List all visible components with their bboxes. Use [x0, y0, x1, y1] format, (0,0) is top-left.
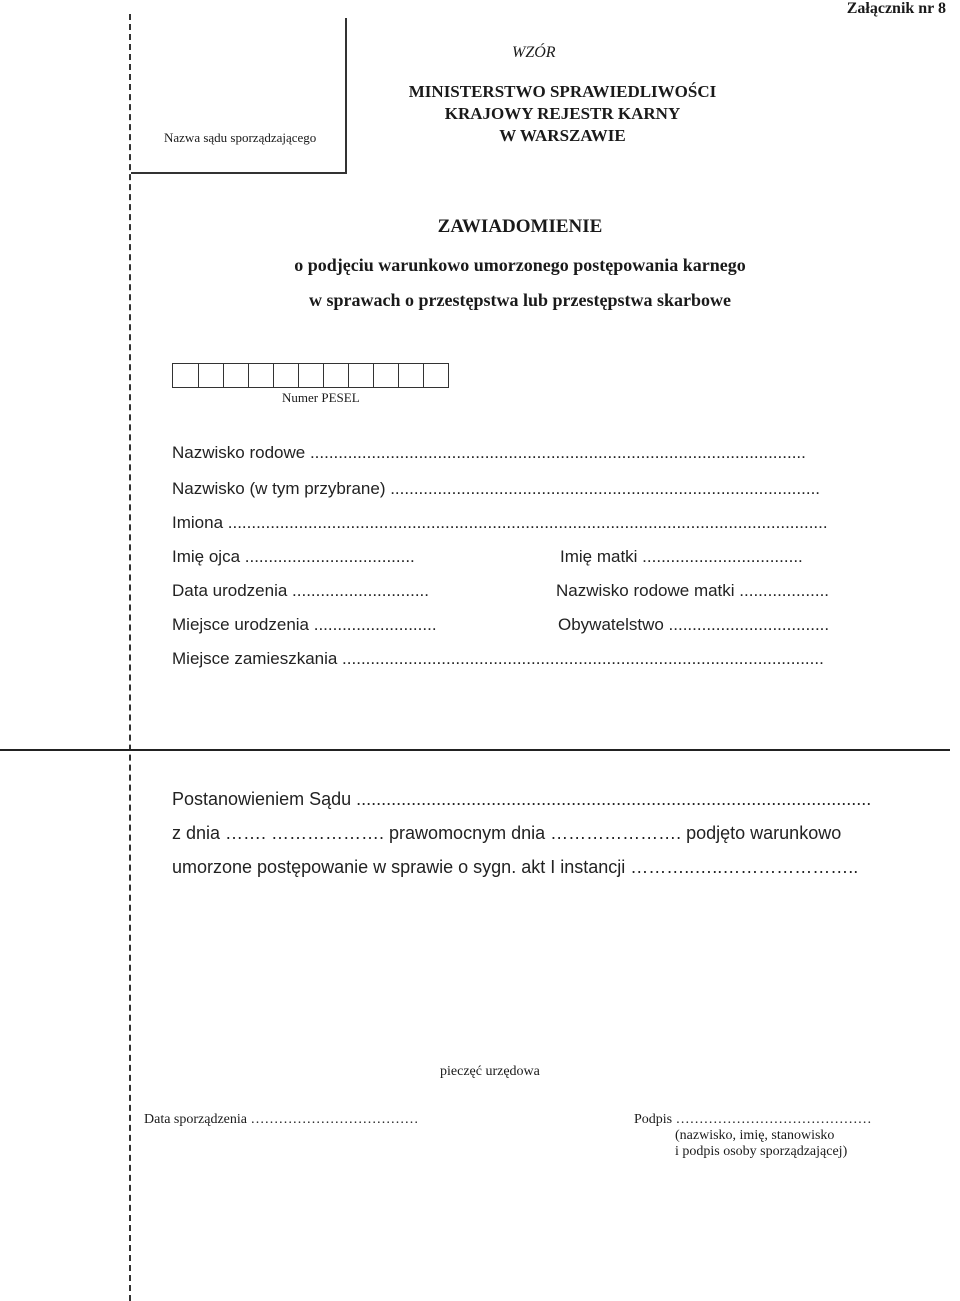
- official-stamp-label: pieczęć urzędowa: [440, 1064, 540, 1079]
- document-subtitle-1: o podjęciu warunkowo umorzonego postępowania karnego: [294, 255, 746, 275]
- pesel-digit-cell[interactable]: [323, 364, 348, 387]
- ministry-line-3: W WARSZAWIE: [499, 126, 626, 145]
- pesel-grid[interactable]: [172, 363, 449, 388]
- signature-note-2: i podpis osoby sporządzającej): [675, 1144, 848, 1159]
- residence-field[interactable]: Miejsce zamieszkania ......................................................................................................: [172, 649, 824, 668]
- pesel-label: Numer PESEL: [282, 390, 360, 405]
- annex-label: Załącznik nr 8: [846, 0, 946, 17]
- maiden-name-field[interactable]: Nazwisko rodowe .........................................................................................................: [172, 443, 806, 462]
- template-mark: WZÓR: [512, 44, 556, 61]
- pesel-digit-cell[interactable]: [273, 364, 298, 387]
- citizenship-field[interactable]: Obywatelstwo ..................................: [558, 615, 830, 634]
- mother-name-field[interactable]: Imię matki ..................................: [560, 547, 803, 566]
- date-made-field[interactable]: Data sporządzenia ………………………………: [144, 1112, 419, 1127]
- pesel-digit-cell[interactable]: [173, 364, 198, 387]
- pesel-digit-cell[interactable]: [198, 364, 223, 387]
- pesel-digit-cell[interactable]: [423, 364, 448, 387]
- document-subtitle-2: w sprawach o przestępstwa lub przestępstwa skarbowe: [309, 290, 731, 310]
- cut-line: [129, 14, 131, 1301]
- document-title: ZAWIADOMIENIE: [437, 216, 603, 237]
- signature-note-1: (nazwisko, imię, stanowisko: [675, 1128, 835, 1143]
- decision-line-2[interactable]: z dnia ……. ………………. prawomocnym dnia …………………. podjęto warunkowo: [172, 823, 842, 843]
- signature-field[interactable]: Podpis ……………………………………: [634, 1112, 872, 1127]
- section-separator: [0, 749, 950, 751]
- ministry-line-1: MINISTERSTWO SPRAWIEDLIWOŚCI: [408, 82, 717, 101]
- pesel-digit-cell[interactable]: [398, 364, 423, 387]
- pesel-digit-cell[interactable]: [373, 364, 398, 387]
- pesel-digit-cell[interactable]: [248, 364, 273, 387]
- decision-line-3[interactable]: umorzone postępowanie w sprawie o sygn. akt I instancji ………..…..…………………..: [172, 857, 859, 877]
- mother-maiden-name-field[interactable]: Nazwisko rodowe matki ...................: [556, 581, 830, 600]
- court-name-label: Nazwa sądu sporządzającego: [164, 130, 317, 145]
- decision-line-1[interactable]: Postanowieniem Sądu .......................................................................................................: [172, 789, 872, 809]
- surname-field[interactable]: Nazwisko (w tym przybrane) ...........................................................................................: [172, 479, 821, 498]
- pesel-digit-cell[interactable]: [298, 364, 323, 387]
- first-names-field[interactable]: Imiona ...............................................................................................................................: [172, 513, 828, 532]
- pesel-digit-cell[interactable]: [223, 364, 248, 387]
- birth-date-field[interactable]: Data urodzenia .............................: [172, 581, 429, 600]
- birth-place-field[interactable]: Miejsce urodzenia ..........................: [172, 615, 437, 634]
- father-name-field[interactable]: Imię ojca ....................................: [172, 547, 415, 566]
- pesel-digit-cell[interactable]: [348, 364, 373, 387]
- court-name-box: [131, 18, 347, 174]
- ministry-line-2: KRAJOWY REJESTR KARNY: [444, 104, 681, 123]
